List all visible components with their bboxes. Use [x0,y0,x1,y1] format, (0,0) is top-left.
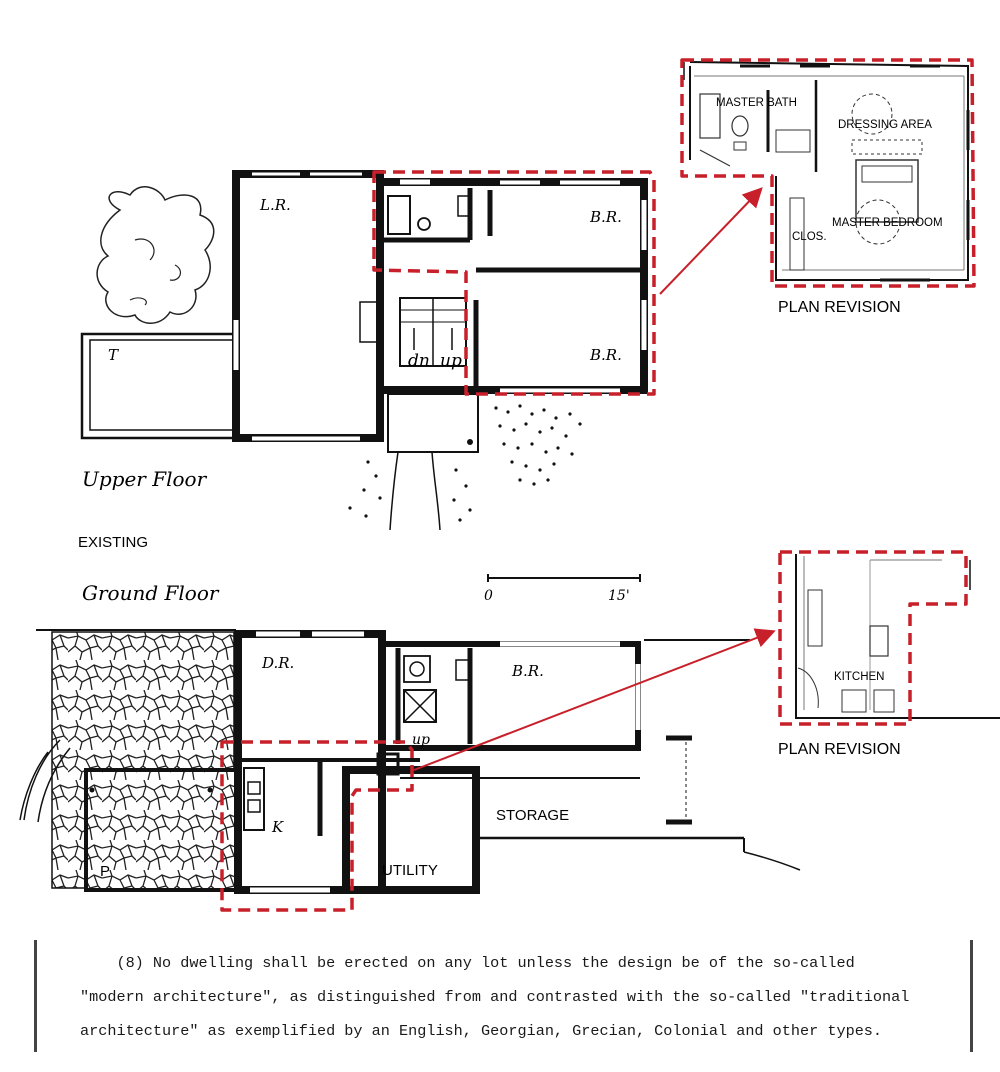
stair-down-label: dn [408,351,430,371]
scale-bar [484,574,640,604]
deed-line-2: "modern architecture", as distinguished from and contrasted with the so-called "traditional [80,988,910,1006]
ground-stair-up-label: up [412,732,430,748]
dressing-area-label: DRESSING AREA [838,119,932,131]
revision-kitchen-label: KITCHEN [834,671,885,683]
scale-end: 15' [608,588,630,604]
terrace-label: T [108,346,119,364]
upper-revision-caption: PLAN REVISION [778,299,901,316]
upper-floor-caption: Upper Floor [82,467,207,491]
shrub-sketch [97,187,214,323]
closet-label: CLOS. [792,231,827,243]
entry-porch [388,394,478,452]
deed-line-3: architecture" as exemplified by an English, Georgian, Grecian, Colonial and other types. [80,1022,883,1040]
master-bedroom-label: MASTER BEDROOM [832,217,943,229]
existing-label: EXISTING [78,534,149,551]
patio-label: P [100,863,111,880]
right-margin-bar [970,940,973,1052]
living-room-walls [236,174,380,438]
upper-plan-revision [682,60,974,316]
deed-restriction-text [34,940,978,1060]
bedroom-2-label: B.R. [590,346,622,364]
storage-label: STORAGE [496,807,570,824]
kitchen-label: K [272,818,284,836]
ground-plan-revision [778,552,1000,758]
ground-revision-caption: PLAN REVISION [778,741,901,758]
upper-revision-arrow [660,190,760,294]
upper-revision-highlight [682,60,974,286]
living-room-label: L.R. [260,196,291,214]
bedroom-1-label: B.R. [590,208,622,226]
master-bath-label: MASTER BATH [716,97,797,109]
deed-line-1: (8) No dwelling shall be erected on any lot unless the design be of the so-called [80,954,855,972]
dining-room-label: D.R. [262,654,295,672]
left-margin-bar [34,940,37,1052]
stair-up-label: up [440,351,462,371]
ground-bedroom-label: B.R. [512,662,544,680]
ground-floor-plan [20,574,800,910]
upper-floor-plan [82,172,654,530]
utility-label: UTILITY [382,862,438,879]
ground-floor-caption: Ground Floor [82,581,219,605]
scale-start: 0 [484,588,493,604]
terrace-outline [82,334,240,438]
